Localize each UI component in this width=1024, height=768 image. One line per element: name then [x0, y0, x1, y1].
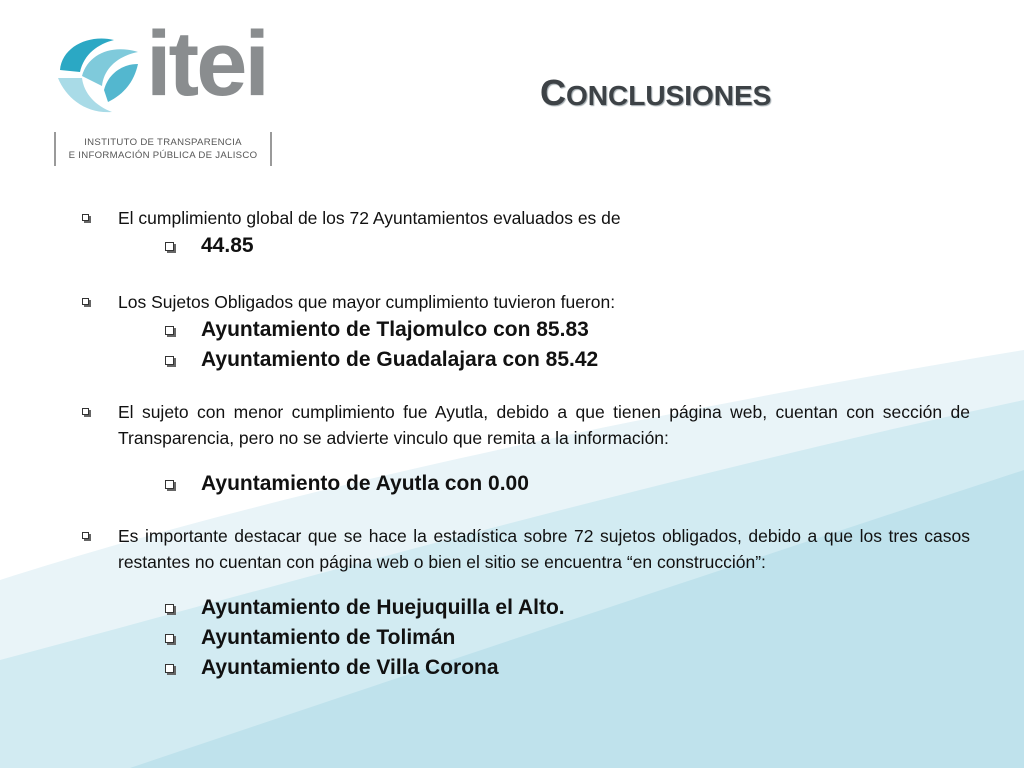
sub-bullet-text: Ayuntamiento de Ayutla con 0.00 — [201, 472, 529, 495]
sub-bullet-global-value — [78, 231, 970, 261]
square-bullet-icon — [165, 664, 174, 673]
bullet-text: Es importante destacar que se hace la estadística sobre 72 sujetos obligados, debido a que los tres casos restantes no cuentan con página web o bien el sitio se encuentra “en construcción”: — [118, 526, 970, 572]
sub-bullet-note-3 — [78, 653, 970, 683]
sub-bullet-text: Ayuntamiento de Villa Corona — [201, 656, 499, 679]
square-bullet-icon — [82, 408, 89, 415]
square-bullet-icon — [82, 532, 89, 539]
sub-bullet-note-1 — [78, 593, 970, 623]
sub-bullet-text: Ayuntamiento de Tlajomulco con 85.83 — [201, 318, 589, 341]
slide-title-first-letter: C — [540, 72, 566, 113]
bullet-global — [78, 205, 970, 231]
square-bullet-icon — [165, 634, 174, 643]
sub-bullet-text: 44.85 — [201, 234, 254, 257]
sub-bullet-top-2 — [78, 345, 970, 375]
slide-title — [540, 72, 771, 114]
sub-bullet-top-1 — [78, 315, 970, 345]
sub-bullet-text: Ayuntamiento de Huejuquilla el Alto. — [201, 596, 565, 619]
bullet-text: El sujeto con menor cumplimiento fue Ayutla, debido a que tienen página web, cuentan con sección de Transparencia, pero no se advierte vinculo que remita a la información: — [118, 402, 970, 448]
logo-swirl-icon — [52, 32, 142, 122]
logo-wordmark: itei — [146, 13, 267, 115]
bullet-text: El cumplimiento global de los 72 Ayuntamientos evaluados es de — [118, 208, 621, 228]
square-bullet-icon — [82, 214, 89, 221]
bullet-lowest — [78, 399, 970, 451]
slide-content — [78, 205, 970, 683]
sub-bullet-lowest — [78, 469, 970, 499]
sub-bullet-note-2 — [78, 623, 970, 653]
logo-subtitle-line2: E INFORMACIÓN PÚBLICA DE JALISCO — [68, 150, 258, 161]
square-bullet-icon — [165, 326, 174, 335]
square-bullet-icon — [165, 356, 174, 365]
itei-logo — [40, 13, 300, 180]
logo-subtitle — [54, 132, 272, 166]
sub-bullet-text: Ayuntamiento de Tolimán — [201, 626, 456, 649]
square-bullet-icon — [165, 480, 174, 489]
square-bullet-icon — [82, 298, 89, 305]
bullet-note — [78, 523, 970, 575]
square-bullet-icon — [165, 242, 174, 251]
slide-title-rest: ONCLUSIONES — [566, 80, 772, 111]
logo-subtitle-line1: INSTITUTO DE TRANSPARENCIA — [84, 137, 242, 148]
bullet-text: Los Sujetos Obligados que mayor cumplimiento tuvieron fueron: — [118, 292, 616, 312]
sub-bullet-text: Ayuntamiento de Guadalajara con 85.42 — [201, 348, 599, 371]
square-bullet-icon — [165, 604, 174, 613]
bullet-top — [78, 289, 970, 315]
